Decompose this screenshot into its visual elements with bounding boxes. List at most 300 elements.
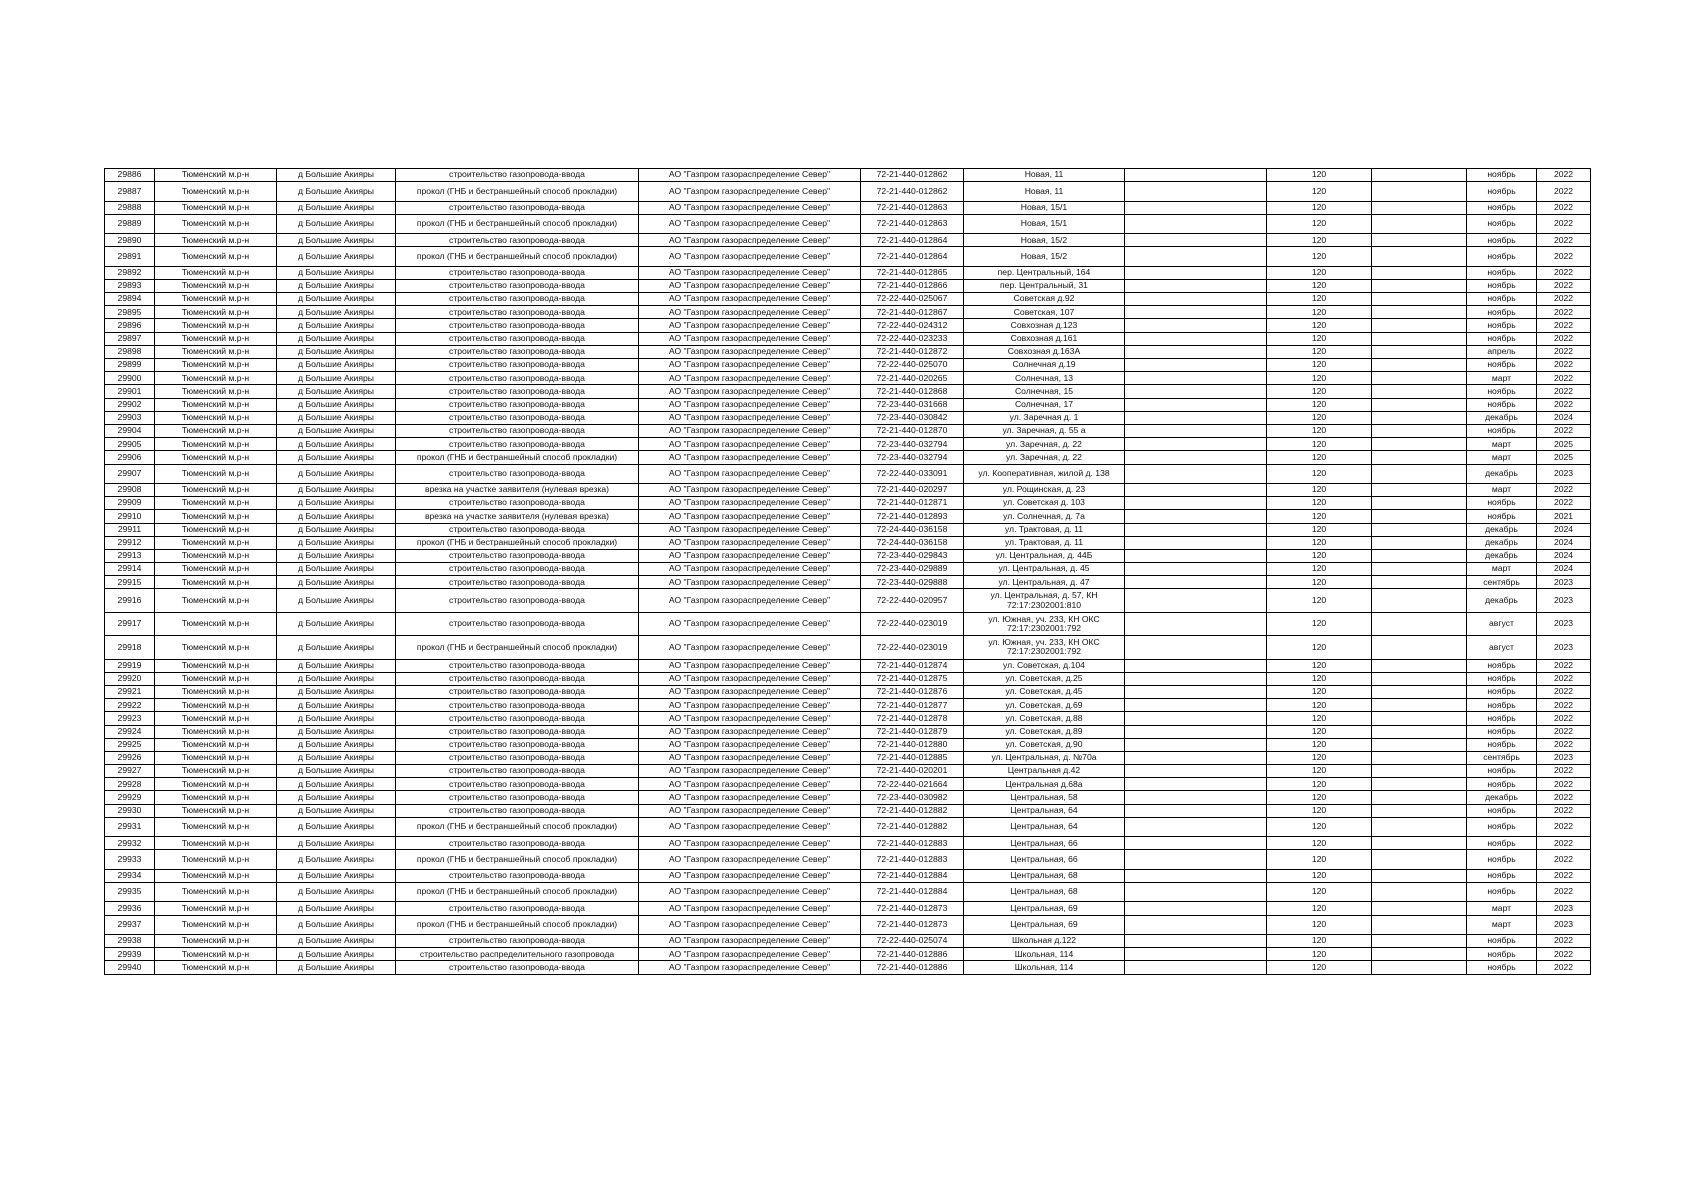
empty-cell-cell — [1372, 738, 1467, 751]
month-cell: ноябрь — [1467, 725, 1537, 738]
empty-cell-cell — [1372, 636, 1467, 659]
organization-cell: АО "Газпром газораспределение Север" — [639, 738, 861, 751]
empty-cell-cell — [1372, 699, 1467, 712]
row-number-cell: 29937 — [105, 915, 155, 934]
work-type-cell: строительство газопровода-ввода — [396, 738, 639, 751]
address-cell: Центральная, 66 — [964, 837, 1125, 850]
request-number-cell: 72-21-440-012879 — [861, 725, 964, 738]
work-type-cell: строительство газопровода-ввода — [396, 778, 639, 791]
row-number-cell: 29939 — [105, 948, 155, 961]
address-cell: Центральная, 64 — [964, 817, 1125, 836]
table-row — [105, 372, 1591, 385]
district-cell: Тюменский м.р-н — [155, 319, 277, 332]
empty-cell-cell — [1125, 483, 1267, 496]
district-cell: Тюменский м.р-н — [155, 169, 277, 182]
request-number-cell: 72-21-440-012885 — [861, 751, 964, 764]
district-cell: Тюменский м.р-н — [155, 902, 277, 915]
empty-cell-cell — [1125, 266, 1267, 279]
organization-cell: АО "Газпром газораспределение Север" — [639, 510, 861, 523]
row-number-cell: 29929 — [105, 791, 155, 804]
empty-cell-cell — [1125, 738, 1267, 751]
address-cell: Центральная, 68 — [964, 869, 1125, 882]
month-cell: сентябрь — [1467, 751, 1537, 764]
organization-cell: АО "Газпром газораспределение Север" — [639, 915, 861, 934]
locality-cell: д Большие Акияры — [277, 182, 396, 201]
organization-cell: АО "Газпром газораспределение Север" — [639, 536, 861, 549]
empty-cell-cell — [1372, 778, 1467, 791]
request-number-cell: 72-21-440-012875 — [861, 672, 964, 685]
district-cell: Тюменский м.р-н — [155, 549, 277, 562]
work-type-cell: строительство газопровода-ввода — [396, 279, 639, 292]
request-number-cell: 72-21-440-012870 — [861, 424, 964, 437]
district-cell: Тюменский м.р-н — [155, 778, 277, 791]
organization-cell: АО "Газпром газораспределение Север" — [639, 685, 861, 698]
data-table — [104, 168, 1591, 975]
district-cell: Тюменский м.р-н — [155, 359, 277, 372]
request-number-cell: 72-21-440-012866 — [861, 279, 964, 292]
capacity-cell: 120 — [1267, 536, 1372, 549]
empty-cell-cell — [1125, 201, 1267, 214]
address-cell: ул. Советская, д.69 — [964, 699, 1125, 712]
year-cell: 2022 — [1537, 279, 1591, 292]
locality-cell: д Большие Акияры — [277, 438, 396, 451]
month-cell: ноябрь — [1467, 869, 1537, 882]
locality-cell: д Большие Акияры — [277, 636, 396, 659]
empty-cell-cell — [1125, 279, 1267, 292]
row-number-cell: 29899 — [105, 359, 155, 372]
table-row — [105, 589, 1591, 612]
table-row — [105, 883, 1591, 902]
year-cell: 2022 — [1537, 266, 1591, 279]
request-number-cell: 72-22-440-025074 — [861, 934, 964, 947]
month-cell: ноябрь — [1467, 497, 1537, 510]
capacity-cell: 120 — [1267, 837, 1372, 850]
capacity-cell: 120 — [1267, 523, 1372, 536]
capacity-cell: 120 — [1267, 636, 1372, 659]
request-number-cell: 72-22-440-021664 — [861, 778, 964, 791]
address-cell: Центральная, 66 — [964, 850, 1125, 869]
organization-cell: АО "Газпром газораспределение Север" — [639, 279, 861, 292]
month-cell: ноябрь — [1467, 182, 1537, 201]
capacity-cell: 120 — [1267, 791, 1372, 804]
capacity-cell: 120 — [1267, 293, 1372, 306]
locality-cell: д Большие Акияры — [277, 385, 396, 398]
request-number-cell: 72-21-440-012878 — [861, 712, 964, 725]
request-number-cell: 72-23-440-031668 — [861, 398, 964, 411]
capacity-cell: 120 — [1267, 934, 1372, 947]
table-row — [105, 483, 1591, 496]
empty-cell-cell — [1372, 549, 1467, 562]
empty-cell-cell — [1125, 765, 1267, 778]
year-cell: 2022 — [1537, 247, 1591, 266]
organization-cell: АО "Газпром газораспределение Север" — [639, 778, 861, 791]
organization-cell: АО "Газпром газораспределение Север" — [639, 293, 861, 306]
work-type-cell: строительство газопровода-ввода — [396, 523, 639, 536]
empty-cell-cell — [1372, 319, 1467, 332]
organization-cell: АО "Газпром газораспределение Север" — [639, 424, 861, 437]
year-cell: 2022 — [1537, 778, 1591, 791]
work-type-cell: строительство газопровода-ввода — [396, 293, 639, 306]
empty-cell-cell — [1372, 791, 1467, 804]
year-cell: 2022 — [1537, 306, 1591, 319]
work-type-cell: строительство газопровода-ввода — [396, 372, 639, 385]
year-cell: 2023 — [1537, 636, 1591, 659]
request-number-cell: 72-23-440-032794 — [861, 438, 964, 451]
district-cell: Тюменский м.р-н — [155, 345, 277, 358]
address-cell: Солнечная, 13 — [964, 372, 1125, 385]
year-cell: 2022 — [1537, 817, 1591, 836]
address-cell: ул. Центральная, д. 57, КН 72:17:2302001:810 — [964, 589, 1125, 612]
table-row — [105, 576, 1591, 589]
organization-cell: АО "Газпром газораспределение Север" — [639, 372, 861, 385]
table-row — [105, 563, 1591, 576]
table-row — [105, 850, 1591, 869]
district-cell: Тюменский м.р-н — [155, 672, 277, 685]
table-row — [105, 778, 1591, 791]
table-row — [105, 451, 1591, 464]
empty-cell-cell — [1372, 385, 1467, 398]
request-number-cell: 72-22-440-025070 — [861, 359, 964, 372]
district-cell: Тюменский м.р-н — [155, 182, 277, 201]
capacity-cell: 120 — [1267, 850, 1372, 869]
capacity-cell: 120 — [1267, 751, 1372, 764]
locality-cell: д Большие Акияры — [277, 738, 396, 751]
empty-cell-cell — [1125, 804, 1267, 817]
work-type-cell: строительство газопровода-ввода — [396, 345, 639, 358]
organization-cell: АО "Газпром газораспределение Север" — [639, 483, 861, 496]
district-cell: Тюменский м.р-н — [155, 850, 277, 869]
organization-cell: АО "Газпром газораспределение Север" — [639, 247, 861, 266]
row-number-cell: 29888 — [105, 201, 155, 214]
year-cell: 2022 — [1537, 398, 1591, 411]
locality-cell: д Большие Акияры — [277, 934, 396, 947]
district-cell: Тюменский м.р-н — [155, 497, 277, 510]
address-cell: ул. Трактовая, д. 11 — [964, 523, 1125, 536]
capacity-cell: 120 — [1267, 424, 1372, 437]
organization-cell: АО "Газпром газораспределение Север" — [639, 948, 861, 961]
work-type-cell: строительство газопровода-ввода — [396, 549, 639, 562]
address-cell: ул. Центральная, д. 47 — [964, 576, 1125, 589]
organization-cell: АО "Газпром газораспределение Север" — [639, 332, 861, 345]
month-cell: ноябрь — [1467, 778, 1537, 791]
work-type-cell: строительство газопровода-ввода — [396, 712, 639, 725]
district-cell: Тюменский м.р-н — [155, 837, 277, 850]
capacity-cell: 120 — [1267, 883, 1372, 902]
organization-cell: АО "Газпром газораспределение Север" — [639, 961, 861, 974]
locality-cell: д Большие Акияры — [277, 589, 396, 612]
row-number-cell: 29913 — [105, 549, 155, 562]
district-cell: Тюменский м.р-н — [155, 869, 277, 882]
request-number-cell: 72-22-440-025067 — [861, 293, 964, 306]
table-row — [105, 902, 1591, 915]
capacity-cell: 120 — [1267, 765, 1372, 778]
locality-cell: д Большие Акияры — [277, 372, 396, 385]
organization-cell: АО "Газпром газораспределение Север" — [639, 934, 861, 947]
table-row — [105, 464, 1591, 483]
request-number-cell: 72-23-440-029843 — [861, 549, 964, 562]
request-number-cell: 72-21-440-012864 — [861, 247, 964, 266]
district-cell: Тюменский м.р-н — [155, 332, 277, 345]
row-number-cell: 29905 — [105, 438, 155, 451]
locality-cell: д Большие Акияры — [277, 319, 396, 332]
district-cell: Тюменский м.р-н — [155, 961, 277, 974]
table-row — [105, 948, 1591, 961]
address-cell: Новая, 15/1 — [964, 214, 1125, 233]
request-number-cell: 72-21-440-012886 — [861, 948, 964, 961]
row-number-cell: 29901 — [105, 385, 155, 398]
empty-cell-cell — [1125, 398, 1267, 411]
row-number-cell: 29896 — [105, 319, 155, 332]
request-number-cell: 72-23-440-029888 — [861, 576, 964, 589]
organization-cell: АО "Газпром газораспределение Север" — [639, 549, 861, 562]
address-cell: Школьная, 114 — [964, 961, 1125, 974]
row-number-cell: 29938 — [105, 934, 155, 947]
year-cell: 2023 — [1537, 464, 1591, 483]
locality-cell: д Большие Акияры — [277, 266, 396, 279]
capacity-cell: 120 — [1267, 319, 1372, 332]
capacity-cell: 120 — [1267, 182, 1372, 201]
district-cell: Тюменский м.р-н — [155, 464, 277, 483]
empty-cell-cell — [1125, 510, 1267, 523]
year-cell: 2022 — [1537, 497, 1591, 510]
empty-cell-cell — [1125, 214, 1267, 233]
request-number-cell: 72-21-440-012873 — [861, 902, 964, 915]
organization-cell: АО "Газпром газораспределение Север" — [639, 464, 861, 483]
empty-cell-cell — [1372, 563, 1467, 576]
empty-cell-cell — [1372, 398, 1467, 411]
address-cell: Новая, 11 — [964, 182, 1125, 201]
address-cell: Новая, 11 — [964, 169, 1125, 182]
address-cell: Совхозная д.161 — [964, 332, 1125, 345]
month-cell: ноябрь — [1467, 332, 1537, 345]
request-number-cell: 72-21-440-012884 — [861, 883, 964, 902]
year-cell: 2022 — [1537, 738, 1591, 751]
request-number-cell: 72-21-440-012882 — [861, 804, 964, 817]
locality-cell: д Большие Акияры — [277, 672, 396, 685]
district-cell: Тюменский м.р-н — [155, 612, 277, 635]
address-cell: Солнечная д.19 — [964, 359, 1125, 372]
month-cell: ноябрь — [1467, 948, 1537, 961]
month-cell: ноябрь — [1467, 266, 1537, 279]
work-type-cell: строительство газопровода-ввода — [396, 869, 639, 882]
empty-cell-cell — [1125, 182, 1267, 201]
row-number-cell: 29940 — [105, 961, 155, 974]
organization-cell: АО "Газпром газораспределение Север" — [639, 201, 861, 214]
capacity-cell: 120 — [1267, 817, 1372, 836]
year-cell: 2022 — [1537, 169, 1591, 182]
month-cell: апрель — [1467, 345, 1537, 358]
capacity-cell: 120 — [1267, 201, 1372, 214]
empty-cell-cell — [1372, 948, 1467, 961]
month-cell: ноябрь — [1467, 659, 1537, 672]
organization-cell: АО "Газпром газораспределение Север" — [639, 523, 861, 536]
district-cell: Тюменский м.р-н — [155, 659, 277, 672]
district-cell: Тюменский м.р-н — [155, 201, 277, 214]
row-number-cell: 29926 — [105, 751, 155, 764]
empty-cell-cell — [1125, 934, 1267, 947]
empty-cell-cell — [1125, 837, 1267, 850]
table-row — [105, 636, 1591, 659]
locality-cell: д Большие Акияры — [277, 659, 396, 672]
organization-cell: АО "Газпром газораспределение Север" — [639, 169, 861, 182]
empty-cell-cell — [1372, 523, 1467, 536]
request-number-cell: 72-21-440-020265 — [861, 372, 964, 385]
request-number-cell: 72-21-440-012864 — [861, 234, 964, 247]
year-cell: 2022 — [1537, 659, 1591, 672]
district-cell: Тюменский м.р-н — [155, 234, 277, 247]
locality-cell: д Большие Акияры — [277, 424, 396, 437]
address-cell: ул. Советская, д.45 — [964, 685, 1125, 698]
empty-cell-cell — [1372, 483, 1467, 496]
request-number-cell: 72-21-440-020201 — [861, 765, 964, 778]
capacity-cell: 120 — [1267, 483, 1372, 496]
month-cell: декабрь — [1467, 536, 1537, 549]
table-row — [105, 699, 1591, 712]
address-cell: ул. Советская, д.89 — [964, 725, 1125, 738]
locality-cell: д Большие Акияры — [277, 612, 396, 635]
row-number-cell: 29897 — [105, 332, 155, 345]
request-number-cell: 72-22-440-023233 — [861, 332, 964, 345]
organization-cell: АО "Газпром газораспределение Север" — [639, 883, 861, 902]
address-cell: ул. Кооперативная, жилой д. 138 — [964, 464, 1125, 483]
work-type-cell: строительство газопровода-ввода — [396, 497, 639, 510]
row-number-cell: 29894 — [105, 293, 155, 306]
work-type-cell: строительство газопровода-ввода — [396, 589, 639, 612]
capacity-cell: 120 — [1267, 247, 1372, 266]
capacity-cell: 120 — [1267, 948, 1372, 961]
organization-cell: АО "Газпром газораспределение Север" — [639, 850, 861, 869]
locality-cell: д Большие Акияры — [277, 234, 396, 247]
table-row — [105, 738, 1591, 751]
organization-cell: АО "Газпром газораспределение Север" — [639, 712, 861, 725]
table-row — [105, 497, 1591, 510]
year-cell: 2022 — [1537, 385, 1591, 398]
work-type-cell: строительство газопровода-ввода — [396, 612, 639, 635]
empty-cell-cell — [1125, 902, 1267, 915]
year-cell: 2022 — [1537, 725, 1591, 738]
row-number-cell: 29892 — [105, 266, 155, 279]
address-cell: Солнечная, 15 — [964, 385, 1125, 398]
request-number-cell: 72-22-440-023019 — [861, 636, 964, 659]
address-cell: ул. Советская, д.25 — [964, 672, 1125, 685]
request-number-cell: 72-21-440-012868 — [861, 385, 964, 398]
empty-cell-cell — [1372, 712, 1467, 725]
organization-cell: АО "Газпром газораспределение Север" — [639, 576, 861, 589]
request-number-cell: 72-24-440-036158 — [861, 523, 964, 536]
locality-cell: д Большие Акияры — [277, 510, 396, 523]
table-row — [105, 712, 1591, 725]
organization-cell: АО "Газпром газораспределение Север" — [639, 359, 861, 372]
request-number-cell: 72-21-440-012872 — [861, 345, 964, 358]
year-cell: 2022 — [1537, 359, 1591, 372]
empty-cell-cell — [1372, 536, 1467, 549]
capacity-cell: 120 — [1267, 961, 1372, 974]
year-cell: 2025 — [1537, 451, 1591, 464]
year-cell: 2022 — [1537, 850, 1591, 869]
month-cell: ноябрь — [1467, 385, 1537, 398]
month-cell: ноябрь — [1467, 850, 1537, 869]
empty-cell-cell — [1125, 169, 1267, 182]
empty-cell-cell — [1125, 451, 1267, 464]
row-number-cell: 29909 — [105, 497, 155, 510]
district-cell: Тюменский м.р-н — [155, 589, 277, 612]
locality-cell: д Большие Акияры — [277, 712, 396, 725]
year-cell: 2022 — [1537, 804, 1591, 817]
table-row — [105, 424, 1591, 437]
table-row — [105, 961, 1591, 974]
month-cell: март — [1467, 563, 1537, 576]
locality-cell: д Большие Акияры — [277, 306, 396, 319]
request-number-cell: 72-21-440-012876 — [861, 685, 964, 698]
request-number-cell: 72-21-440-012893 — [861, 510, 964, 523]
work-type-cell: прокол (ГНБ и бестраншейный способ прокладки) — [396, 247, 639, 266]
district-cell: Тюменский м.р-н — [155, 685, 277, 698]
address-cell: ул. Заречная, д. 22 — [964, 438, 1125, 451]
empty-cell-cell — [1372, 247, 1467, 266]
row-number-cell: 29920 — [105, 672, 155, 685]
capacity-cell: 120 — [1267, 589, 1372, 612]
request-number-cell: 72-21-440-020297 — [861, 483, 964, 496]
capacity-cell: 120 — [1267, 549, 1372, 562]
empty-cell-cell — [1125, 424, 1267, 437]
row-number-cell: 29924 — [105, 725, 155, 738]
locality-cell: д Большие Акияры — [277, 201, 396, 214]
row-number-cell: 29935 — [105, 883, 155, 902]
row-number-cell: 29914 — [105, 563, 155, 576]
row-number-cell: 29889 — [105, 214, 155, 233]
locality-cell: д Большие Акияры — [277, 483, 396, 496]
request-number-cell: 72-21-440-012874 — [861, 659, 964, 672]
locality-cell: д Большие Акияры — [277, 536, 396, 549]
empty-cell-cell — [1372, 293, 1467, 306]
work-type-cell: строительство газопровода-ввода — [396, 319, 639, 332]
organization-cell: АО "Газпром газораспределение Север" — [639, 636, 861, 659]
organization-cell: АО "Газпром газораспределение Север" — [639, 306, 861, 319]
table-row — [105, 279, 1591, 292]
month-cell: ноябрь — [1467, 672, 1537, 685]
table-row — [105, 359, 1591, 372]
request-number-cell: 72-21-440-012877 — [861, 699, 964, 712]
year-cell: 2023 — [1537, 576, 1591, 589]
locality-cell: д Большие Акияры — [277, 869, 396, 882]
row-number-cell: 29927 — [105, 765, 155, 778]
capacity-cell: 120 — [1267, 451, 1372, 464]
locality-cell: д Большие Акияры — [277, 948, 396, 961]
row-number-cell: 29886 — [105, 169, 155, 182]
request-number-cell: 72-22-440-023019 — [861, 612, 964, 635]
empty-cell-cell — [1372, 902, 1467, 915]
table-row — [105, 438, 1591, 451]
empty-cell-cell — [1125, 883, 1267, 902]
row-number-cell: 29923 — [105, 712, 155, 725]
locality-cell: д Большие Акияры — [277, 497, 396, 510]
work-type-cell: строительство газопровода-ввода — [396, 961, 639, 974]
district-cell: Тюменский м.р-н — [155, 765, 277, 778]
capacity-cell: 120 — [1267, 576, 1372, 589]
work-type-cell: строительство газопровода-ввода — [396, 902, 639, 915]
district-cell: Тюменский м.р-н — [155, 293, 277, 306]
organization-cell: АО "Газпром газораспределение Север" — [639, 411, 861, 424]
empty-cell-cell — [1372, 332, 1467, 345]
year-cell: 2022 — [1537, 483, 1591, 496]
district-cell: Тюменский м.р-н — [155, 712, 277, 725]
work-type-cell: строительство газопровода-ввода — [396, 672, 639, 685]
row-number-cell: 29910 — [105, 510, 155, 523]
empty-cell-cell — [1372, 612, 1467, 635]
year-cell: 2022 — [1537, 214, 1591, 233]
locality-cell: д Большие Акияры — [277, 837, 396, 850]
work-type-cell: прокол (ГНБ и бестраншейный способ прокладки) — [396, 915, 639, 934]
